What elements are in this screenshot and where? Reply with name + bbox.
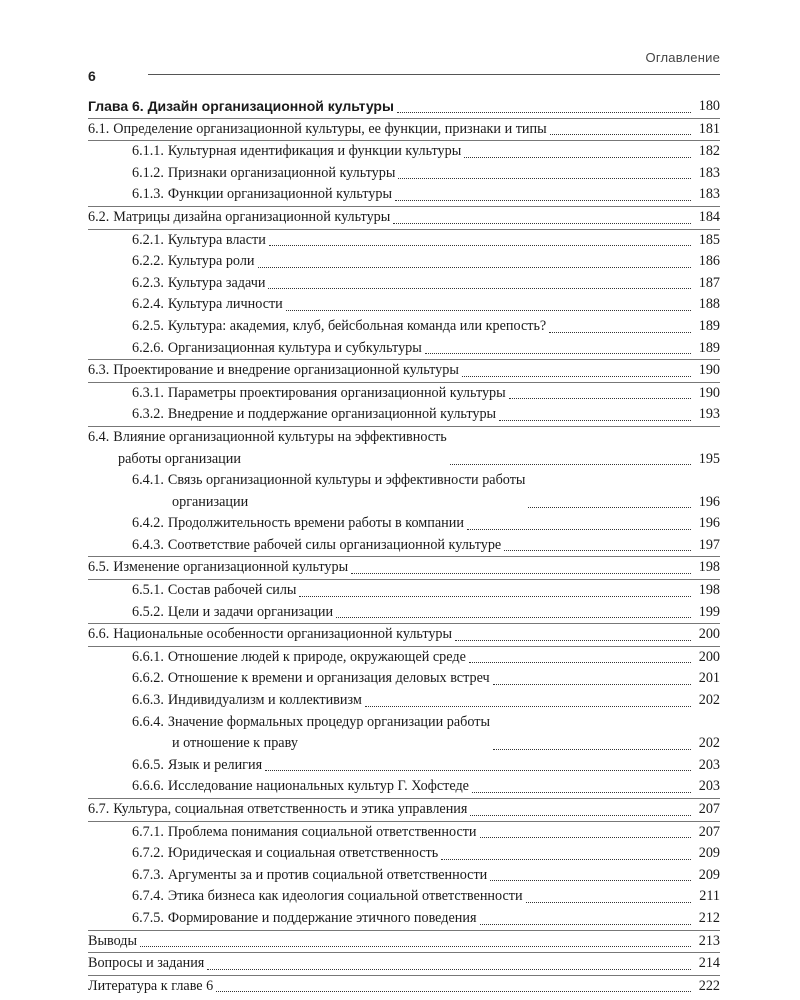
toc-entry-page: 180	[698, 98, 720, 114]
toc-dot-leader	[397, 111, 691, 113]
toc-entry-page: 196	[698, 493, 720, 510]
toc-entry-page: 207	[698, 823, 720, 840]
toc-entry-page: 213	[698, 932, 720, 949]
toc-entry-section[interactable]	[88, 557, 720, 580]
toc-entry-section[interactable]	[88, 427, 720, 470]
toc-entry-page: 201	[698, 670, 720, 687]
toc-entry-title: 6.6.4. Значение формальных процедур организации работы и отношение к праву	[132, 712, 490, 755]
toc-dot-leader	[336, 616, 691, 618]
toc-dot-leader	[470, 814, 691, 816]
toc-entry-title: 6.1.3. Функции организационной культуры	[132, 186, 393, 203]
toc-dot-leader	[425, 352, 691, 354]
toc-entry-subsection[interactable]	[88, 230, 720, 252]
toc-entry-subsection[interactable]	[88, 470, 720, 513]
running-title: Оглавление	[645, 50, 720, 65]
toc-entry-page: 209	[698, 866, 720, 883]
toc-entry-page: 183	[698, 186, 720, 203]
toc-dot-leader	[441, 858, 691, 860]
toc-entry-page: 200	[698, 626, 720, 643]
toc-dot-leader	[493, 683, 691, 685]
toc-dot-leader	[455, 639, 691, 641]
toc-entry-title: 6.2.5. Культура: академия, клуб, бейсбольная команда или крепость?	[132, 317, 547, 334]
toc-entry-subsection[interactable]	[88, 776, 720, 799]
toc-dot-leader	[467, 528, 691, 530]
toc-entry-page: 189	[698, 339, 720, 356]
toc-entry-page: 212	[698, 909, 720, 926]
toc-entry-title: Литература к главе 6	[88, 977, 214, 994]
toc-entry-subsection[interactable]	[88, 886, 720, 908]
toc-entry-title: 6.7.3. Аргументы за и против социальной ответственности	[132, 866, 488, 883]
toc-entry-subsection[interactable]	[88, 141, 720, 163]
toc-entry-page: 187	[698, 274, 720, 291]
toc-entry-title: 6.7. Культура, социальная ответственность и этика управления	[88, 801, 468, 817]
toc-entry-title: 6.2. Матрицы дизайна организационной культуры	[88, 208, 391, 225]
toc-dot-leader	[140, 945, 691, 947]
header-rule	[148, 74, 720, 75]
toc-entry-title: 6.1.2. Признаки организационной культуры	[132, 164, 396, 181]
toc-entry-title: Глава 6. Дизайн организационной культуры	[88, 98, 394, 114]
toc-dot-leader	[395, 199, 691, 201]
toc-dot-leader	[464, 156, 691, 158]
toc-entry-subsection[interactable]	[88, 712, 720, 755]
toc-entry-literature[interactable]	[88, 976, 720, 998]
toc-entry-title: 6.4.2. Продолжительность времени работы в компании	[132, 515, 464, 532]
toc-entry-title: 6.3.1. Параметры проектирования организационной культуры	[132, 384, 506, 401]
toc-entry-subsection[interactable]	[88, 755, 720, 777]
toc-dot-leader	[398, 177, 691, 179]
toc-entry-page: 190	[698, 384, 720, 401]
toc-entry-title: 6.4. Влияние организационной культуры на эффективность работы организации	[88, 427, 447, 470]
toc-dot-leader	[504, 549, 691, 551]
toc-dot-leader	[509, 397, 691, 399]
toc-dot-leader	[286, 309, 691, 311]
toc-entry-subsection[interactable]	[88, 668, 720, 690]
toc-entry-page: 200	[698, 648, 720, 665]
toc-entry-subsection[interactable]	[88, 294, 720, 316]
toc-entry-subsection[interactable]	[88, 273, 720, 295]
toc-entry-title: 6.6.5. Язык и религия	[132, 756, 263, 773]
toc-dot-leader	[472, 791, 691, 793]
page-number: 6	[88, 68, 96, 84]
toc-dot-leader	[450, 463, 691, 465]
toc-entry-page: 183	[698, 164, 720, 181]
toc-entry-title-continuation: организации	[172, 493, 249, 510]
toc-dot-leader	[216, 990, 691, 992]
toc-entry-page: 193	[698, 406, 720, 423]
toc-dot-leader	[469, 661, 691, 663]
toc-entry-subsection[interactable]	[88, 690, 720, 712]
toc-entry-subsection[interactable]	[88, 822, 720, 844]
toc-entry-title: 6.7.1. Проблема понимания социальной ответственности	[132, 823, 477, 840]
toc-dot-leader	[528, 506, 691, 508]
toc-entry-title: 6.6.2. Отношение к времени и организация деловых встреч	[132, 670, 490, 687]
toc-entry-subsection[interactable]	[88, 338, 720, 361]
toc-entry-chapter[interactable]	[88, 96, 720, 119]
toc-entry-subsection[interactable]	[88, 184, 720, 207]
toc-entry-subsection[interactable]	[88, 251, 720, 273]
toc-entry-page: 195	[698, 450, 720, 467]
toc-entry-title: 6.2.6. Организационная культура и субкультуры	[132, 339, 422, 356]
toc-entry-title: 6.7.5. Формирование и поддержание этичного поведения	[132, 909, 477, 926]
toc-entry-title: 6.2.1. Культура власти	[132, 231, 266, 248]
toc-dot-leader	[480, 836, 691, 838]
toc-entry-page: 199	[698, 603, 720, 620]
toc-dot-leader	[462, 375, 691, 377]
toc-entry-page: 188	[698, 296, 720, 313]
toc-entry-page: 203	[698, 778, 720, 795]
toc-dot-leader	[365, 705, 691, 707]
toc-entry-page: 214	[698, 955, 720, 972]
toc-dot-leader	[480, 923, 691, 925]
toc-dot-leader	[268, 287, 691, 289]
toc-entry-title: 6.7.4. Этика бизнеса как идеология социальной ответственности	[132, 888, 523, 905]
toc-dot-leader	[299, 595, 691, 597]
toc-dot-leader	[490, 879, 691, 881]
toc-entry-page: 181	[698, 120, 720, 137]
toc-entry-title: 6.4.3. Соответствие рабочей силы организационной культуре	[132, 536, 502, 553]
toc-entry-title: 6.2.2. Культура роли	[132, 253, 255, 270]
toc-entry-page: 209	[698, 845, 720, 862]
toc-entry-page: 202	[698, 735, 720, 752]
toc-dot-leader	[549, 331, 691, 333]
toc-entry-conclusions[interactable]	[88, 931, 720, 954]
toc-entry-subsection[interactable]	[88, 383, 720, 405]
toc-entry-title: 6.6.6. Исследование национальных культур Г. Хофстеде	[132, 778, 469, 795]
toc-entry-subsection[interactable]	[88, 404, 720, 427]
toc-entry-subsection[interactable]	[88, 535, 720, 558]
toc-entry-section[interactable]	[88, 799, 720, 822]
toc-entry-title-continuation: работы организации	[118, 450, 241, 467]
toc-entry-page: 202	[698, 692, 720, 709]
page-header	[88, 50, 720, 84]
toc-entry-subsection[interactable]	[88, 602, 720, 625]
toc-entry-subsection[interactable]	[88, 865, 720, 887]
toc-dot-leader	[265, 769, 691, 771]
toc-entry-title: 6.7.2. Юридическая и социальная ответственность	[132, 845, 439, 862]
toc-entry-title: 6.6.3. Индивидуализм и коллективизм	[132, 692, 362, 709]
toc-entry-page: 190	[698, 362, 720, 379]
toc-entry-title: 6.2.4. Культура личности	[132, 296, 283, 313]
toc-dot-leader	[526, 901, 691, 903]
toc-dot-leader	[207, 968, 691, 970]
toc-entry-subsection[interactable]	[88, 316, 720, 338]
toc-entry-title: 6.6. Национальные особенности организационной культуры	[88, 626, 453, 643]
toc-entry-subsection[interactable]	[88, 647, 720, 669]
toc-entry-subsection[interactable]	[88, 580, 720, 602]
toc-entry-title: 6.6.1. Отношение людей к природе, окружающей среде	[132, 648, 466, 665]
toc-entry-title: 6.3. Проектирование и внедрение организационной культуры	[88, 362, 459, 379]
toc-dot-leader	[493, 748, 691, 750]
toc-entry-title: 6.1. Определение организационной культуры, ее функции, признаки и типы	[88, 120, 547, 137]
toc-entry-page: 207	[698, 801, 720, 817]
toc-entry-title: 6.1.1. Культурная идентификация и функции культуры	[132, 143, 462, 160]
toc-dot-leader	[499, 419, 691, 421]
toc-entry-page: 185	[698, 231, 720, 248]
toc-entry-subsection[interactable]	[88, 513, 720, 535]
toc-entry-section[interactable]	[88, 119, 720, 142]
toc-entry-title: 6.2.3. Культура задачи	[132, 274, 266, 291]
toc-entry-title: Выводы	[88, 932, 138, 949]
toc-entry-page: 184	[698, 208, 720, 225]
toc-entry-title: 6.5.1. Состав рабочей силы	[132, 582, 297, 599]
toc-entry-page: 189	[698, 317, 720, 334]
toc-dot-leader	[269, 244, 691, 246]
toc-entry-page: 186	[698, 253, 720, 270]
toc-entry-section[interactable]	[88, 207, 720, 230]
toc-entry-subsection[interactable]	[88, 843, 720, 865]
toc-entry-page: 203	[698, 756, 720, 773]
toc-entry-section[interactable]	[88, 624, 720, 647]
toc-entry-title-continuation: и отношение к праву	[172, 735, 298, 752]
toc-dot-leader	[393, 222, 691, 224]
toc-dot-leader	[258, 266, 691, 268]
toc-dot-leader	[351, 572, 691, 574]
toc-entry-subsection[interactable]	[88, 908, 720, 931]
toc-entry-page: 198	[698, 559, 720, 576]
toc-entry-page: 196	[698, 515, 720, 532]
toc-entry-page: 211	[699, 888, 720, 905]
toc-entry-subsection[interactable]	[88, 163, 720, 185]
toc-entry-page: 197	[698, 536, 720, 553]
table-of-contents	[88, 96, 720, 997]
toc-entry-questions[interactable]	[88, 953, 720, 976]
toc-entry-title: Вопросы и задания	[88, 955, 205, 972]
toc-entry-page: 198	[698, 582, 720, 599]
toc-entry-title: 6.4.1. Связь организационной культуры и эффективности работы организации	[132, 470, 525, 513]
toc-entry-title: 6.5.2. Цели и задачи организации	[132, 603, 334, 620]
toc-entry-title: 6.5. Изменение организационной культуры	[88, 559, 349, 576]
toc-entry-page: 182	[698, 143, 720, 160]
toc-entry-section[interactable]	[88, 360, 720, 383]
toc-dot-leader	[550, 133, 691, 135]
toc-entry-title: 6.3.2. Внедрение и поддержание организационной культуры	[132, 406, 497, 423]
toc-entry-page: 222	[698, 977, 720, 994]
